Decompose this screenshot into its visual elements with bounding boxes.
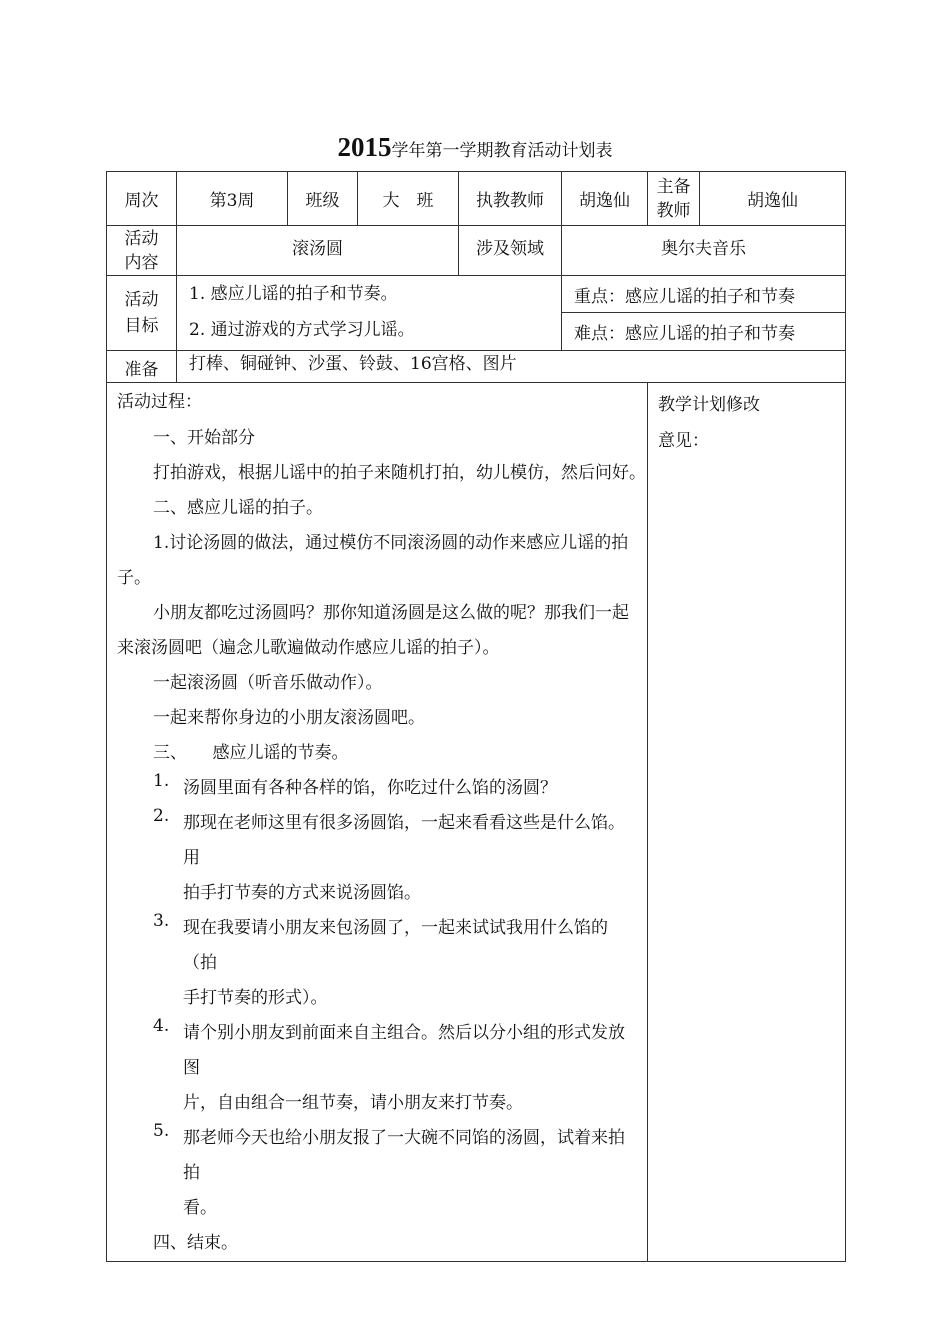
goals-cell: [177, 276, 562, 351]
class-value: 大 班: [358, 172, 459, 226]
lead-teacher-value: 胡逸仙: [700, 172, 846, 226]
title-text: 学年第一学期教育活动计划表: [391, 141, 613, 161]
section-4-title: 四、结束。: [153, 1233, 238, 1253]
goal-2: 2. 通过游戏的方式学习儿谣。: [189, 320, 415, 340]
section-2-item-1-cont: 子。: [117, 568, 151, 588]
section-1-text: 打拍游戏，根据儿谣中的拍子来随机打拍，幼儿模仿，然后问好。: [153, 463, 646, 483]
key-point: 重点：感应儿谣的拍子和节奏: [562, 276, 846, 313]
section-3-item-4: [117, 1016, 637, 1121]
process-heading: 活动过程：: [117, 392, 202, 412]
item-text: 那现在老师这里有很多汤圆馅，一起来看看这些是什么馅。用: [183, 813, 625, 868]
section-2-title: 二、感应儿谣的拍子。: [153, 498, 323, 518]
item-text: 现在我要请小朋友来包汤圆了，一起来试试我用什么馅的（拍: [183, 918, 608, 973]
goal-label: [107, 276, 177, 351]
section-3-item-5: [117, 1121, 637, 1226]
revision-note-cell: [648, 383, 846, 1262]
item-text: 汤圆里面有各种各样的馅，你吃过什么馅的汤圆？: [183, 778, 557, 798]
lead-teacher-label: [648, 172, 700, 226]
goal-label-line-1: 活动: [124, 290, 159, 310]
content-label-line-2: 内容: [124, 252, 159, 273]
week-label: 周次: [107, 172, 177, 226]
item-text: 那老师今天也给小朋友报了一大碗不同馅的汤圆，试着来拍拍: [183, 1128, 625, 1183]
section-2-para-cont: 来滚汤圆吧（遍念儿歌遍做动作感应儿谣的拍子）。: [117, 638, 500, 658]
item-number: 1.: [153, 771, 170, 791]
section-2-line-4: 一起来帮你身边的小朋友滚汤圆吧。: [153, 708, 425, 728]
plan-table: [106, 171, 846, 1262]
domain-label: 涉及领域: [459, 226, 562, 276]
section-2-line-3: 一起滚汤圆（听音乐做动作）。: [153, 673, 383, 693]
section-3-item-3: [117, 911, 637, 1016]
title-year: 2015: [337, 132, 392, 162]
item-text: 请个别小朋友到前面来自主组合。然后以分小组的形式发放图: [183, 1023, 625, 1078]
difficulty-point: 难点：感应儿谣的拍子和节奏: [562, 313, 846, 351]
class-label: 班级: [288, 172, 358, 226]
lead-label-line-1: 主备: [656, 176, 691, 197]
teacher-label: 执教教师: [459, 172, 562, 226]
section-3-title: 三、 感应儿谣的节奏。: [153, 743, 349, 763]
process-cell: [107, 383, 648, 1262]
item-number: 5.: [153, 1121, 170, 1141]
item-number: 2.: [153, 806, 170, 826]
header-row: [107, 172, 846, 226]
week-value: 第3周: [177, 172, 288, 226]
revision-note-line-2: 意见：: [658, 431, 709, 451]
revision-note-line-1: 教学计划修改: [658, 395, 760, 415]
item-text-cont: 片，自由组合一组节奏，请小朋友来打节奏。: [183, 1093, 523, 1113]
prep-label: 准备: [107, 351, 177, 383]
item-number: 3.: [153, 911, 170, 931]
section-2-item-1: 1.讨论汤圆的做法，通过模仿不同滚汤圆的动作来感应儿谣的拍: [153, 533, 629, 553]
item-number: 4.: [153, 1016, 170, 1036]
goal-label-line-2: 目标: [124, 316, 159, 336]
item-text-cont: 看。: [183, 1198, 217, 1218]
content-row: [107, 226, 846, 276]
process-row: [107, 383, 846, 1262]
section-1-title: 一、开始部分: [153, 428, 255, 448]
item-text-cont: 手打节奏的形式）。: [183, 988, 328, 1008]
section-2-para: 小朋友都吃过汤圆吗？那你知道汤圆是这么做的呢？那我们一起: [153, 603, 629, 623]
content-value: 滚汤圆: [177, 226, 459, 276]
goal-1: 1. 感应儿谣的拍子和节奏。: [189, 284, 398, 304]
lead-label-line-2: 教师: [656, 200, 691, 221]
page-title: [0, 132, 950, 166]
goal-row-1: [107, 276, 846, 313]
prep-value: 打棒、铜碰钟、沙蛋、铃鼓、16宫格、图片: [177, 351, 846, 383]
teacher-value: 胡逸仙: [562, 172, 648, 226]
domain-value: 奥尔夫音乐: [562, 226, 846, 276]
section-3-item-2: [117, 806, 637, 911]
section-3-item-1: [117, 771, 637, 806]
item-text-cont: 拍手打节奏的方式来说汤圆馅。: [183, 883, 421, 903]
prep-row: [107, 351, 846, 383]
content-label-line-1: 活动: [124, 228, 159, 249]
content-label: [107, 226, 177, 276]
